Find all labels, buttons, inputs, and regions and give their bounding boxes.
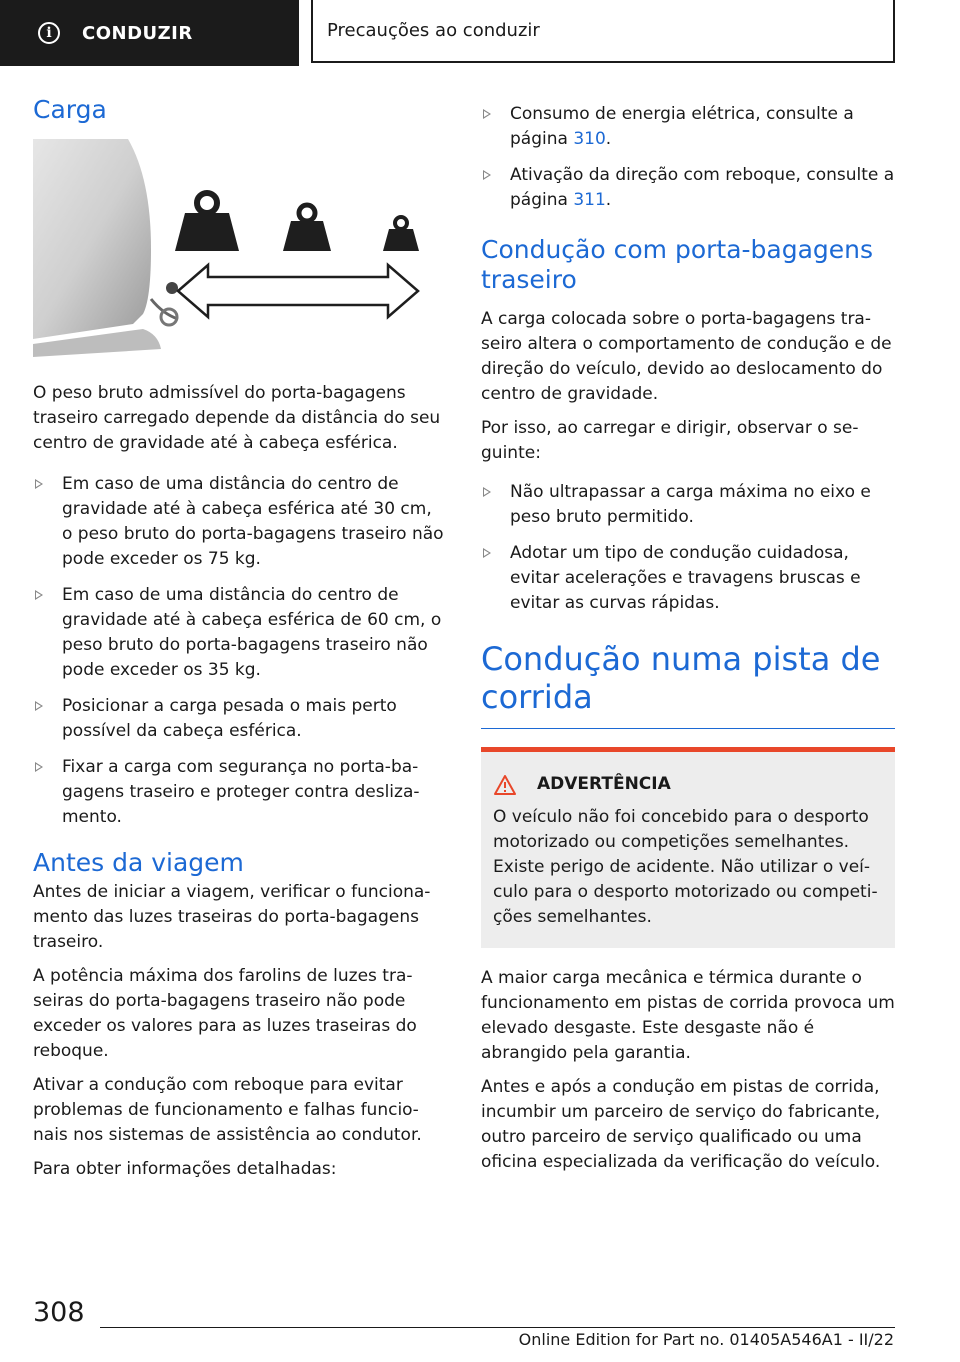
edition-note: Online Edition for Part no. 01405A546A1 - II/22 — [518, 1330, 894, 1349]
track-paragraph-1: A maior carga mecânica e térmica durante o funcionamento em pistas de corrida provoca um elevado desgaste. Este desgaste não é abrangido pela garantia. — [481, 968, 895, 1063]
weight-large — [175, 193, 239, 251]
header-section-tab — [0, 0, 299, 66]
carga-list — [33, 472, 445, 830]
header-section-label: CONDUZIR — [82, 22, 193, 44]
bullet-arrow-icon — [483, 548, 491, 558]
viagem-paragraph-2: A potência máxima dos farolins de luzes traseiras do porta-bagagens traseiro não pode exceder os valores para as luzes traseiras do reboque. — [33, 966, 417, 1061]
right-column — [481, 102, 895, 1184]
bullet-arrow-icon — [35, 479, 43, 489]
warning-box — [481, 747, 895, 948]
bullet-arrow-icon — [483, 109, 491, 119]
heading-rule — [481, 728, 895, 729]
track-paragraph-2: Antes e após a condução em pistas de corrida, incumbir um parceiro de serviço do fabricante, outro parceiro de serviço qualificado ou uma oficina especializada da verificação do veículo. — [481, 1077, 881, 1172]
viagem-paragraph-4: Para obter informações detalhadas: — [33, 1159, 337, 1179]
list-item: Em caso de uma distância do centro de gravidade até à cabeça esférica até 30 cm, o peso bruto do porta-bagagens traseiro não pode exceder os 75 kg. — [33, 472, 445, 572]
warning-title: ADVERTÊNCIA — [537, 774, 671, 794]
distance-double-arrow — [178, 265, 418, 317]
bullet-arrow-icon — [35, 762, 43, 772]
page-link-311[interactable]: 311 — [573, 190, 606, 210]
rack-paragraph-1: A carga colocada sobre o porta-bagagens traseiro altera o comportamento de condução e de direção do veículo, devido ao deslocamento do centro de gravidade. — [481, 309, 892, 404]
list-item: Ativação da direção com reboque, consulte a página 311. — [481, 163, 895, 213]
list-item: Consumo de energia elétrica, consulte a página 310. — [481, 102, 895, 152]
viagem-heading: Antes da viagem — [33, 848, 244, 877]
footer-rule — [100, 1327, 895, 1328]
page-link-310[interactable]: 310 — [573, 129, 606, 149]
load-distance-figure — [33, 139, 445, 357]
list-item: Não ultrapassar a carga máxima no eixo e peso bruto permitido. — [481, 480, 895, 530]
bullet-arrow-icon — [483, 487, 491, 497]
page-number: 308 — [33, 1297, 85, 1328]
header-title: Precauções ao conduzir — [327, 20, 540, 41]
carga-heading: Carga — [33, 95, 107, 124]
carga-intro: O peso bruto admissível do porta-bagagens traseiro carregado depende da distância do seu centro de gravidade até à cabeça esférica. — [33, 383, 441, 453]
reference-list — [481, 102, 895, 213]
list-item: Posicionar a carga pesada o mais perto possível da cabeça esférica. — [33, 694, 445, 744]
bullet-arrow-icon — [35, 590, 43, 600]
left-column — [33, 95, 445, 1191]
list-item: Em caso de uma distância do centro de gravidade até à cabeça esférica de 60 cm, o peso bruto do porta-bagagens traseiro não pode exceder os 35 kg. — [33, 583, 445, 683]
rack-heading: Condução com porta-bagagens traseiro — [481, 235, 874, 294]
viagem-paragraph-3: Ativar a condução com reboque para evitar problemas de funcionamento e falhas funcionais nos sistemas de assistência ao condutor. — [33, 1075, 422, 1145]
rack-list — [481, 480, 895, 616]
car-rear-body — [33, 139, 151, 339]
weight-medium — [283, 205, 331, 251]
bullet-arrow-icon — [35, 701, 43, 711]
weight-small — [383, 217, 419, 251]
viagem-paragraph-1: Antes de iniciar a viagem, verificar o funcionamento das luzes traseiras do porta-bagagens traseiro. — [33, 882, 431, 952]
bullet-arrow-icon — [483, 170, 491, 180]
list-item: Fixar a carga com segurança no porta-bagagens traseiro e proteger contra deslizamento. — [33, 755, 445, 830]
info-icon: i — [38, 22, 60, 44]
warning-text: O veículo não foi concebido para o desporto motorizado ou competições semelhantes. Existe perigo de acidente. Não utilizar o veículo para o desporto motorizado ou competições semelhantes. — [493, 807, 878, 927]
rack-paragraph-2: Por isso, ao carregar e dirigir, observar o seguinte: — [481, 418, 859, 463]
tow-ball — [166, 282, 178, 294]
list-item: Adotar um tipo de condução cuidadosa, evitar acelerações e travagens bruscas e evitar as curvas rápidas. — [481, 541, 895, 616]
header-title-box — [311, 0, 895, 63]
warning-triangle-icon — [493, 774, 517, 796]
track-heading: Condução numa pista de corrida — [481, 640, 881, 716]
warning-title-row — [493, 772, 883, 797]
